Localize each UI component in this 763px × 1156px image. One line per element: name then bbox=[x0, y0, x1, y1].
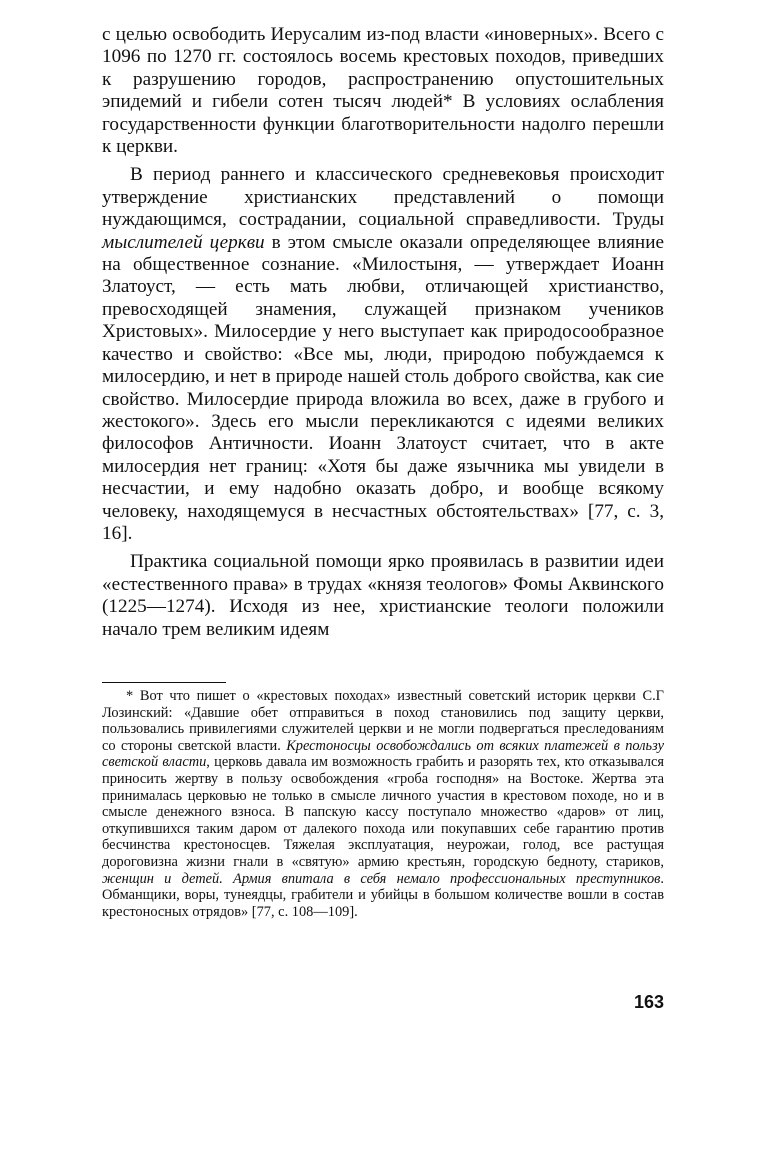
paragraph-2 bbox=[102, 164, 664, 545]
footnote-emphasis-2: женщин и детей. Армия впитала в себя немало профессиональных преступников bbox=[102, 870, 661, 887]
paragraph-2-text-b: в этом смысле оказали определяющее влияние на общественное сознание. «Милостыня, — утверждает Иоанн Златоуст, — есть мать любви, отличающей христианство, превосходящей знамения, служащей признаком учеников Христовых». Милосердие у него выступает как природосообразное качество и свойство: «Все мы, люди, природою побуждаемся к милосердию, и нет в природе нашей столь доброго свойства, как сие свойство. Милосердие природа вложила во всех, даже в грубого и жестокого». Здесь его мысли перекликаются с идеями великих философов Античности. Иоанн Златоуст считает, что в акте милосердия нет границ: «Хотя бы даже язычника мы увидели в несчастии, и ему надобно оказать добро, и вообще всякому человеку, находящемуся в несчастных обстоятельствах» [77, с. 3, 16]. bbox=[102, 231, 664, 544]
footnote-text-a: * Вот что пишет о «крестовых походах» известный советский историк церкви С.Г Лозинский: «Давшие обет отправиться в поход становились под защиту церкви, пользовались привилегиями служителей церкви и не могли подвергаться преследованиям со стороны светской власти. bbox=[102, 688, 664, 754]
paragraph-2-emphasis: мыслителей церкви bbox=[102, 231, 265, 253]
footnote-text-b: , церковь давала им возможность грабить и разорять тех, кто отказывался приносить жертву в пользу освобождения «гроба господня» на Востоке. Жертва эта принималась церковью не только в смысле личного участия в крестовом походе, но и в смысле денежного взноса. В папскую кассу поступало множество «даров» от лиц, откупившихся таким даром от далекого похода или покупавших себе гарантию против бесчинства крестоносцев. Тяжелая эксплуатация, неурожаи, голод, все растущая дороговизна жизни гнали в «святую» армию крестьян, городскую бедноту, стариков, bbox=[102, 754, 664, 870]
footnote-divider bbox=[102, 682, 226, 683]
paragraph-1: с целью освободить Иерусалим из-под власти «иноверных». Всего с 1096 по 1270 гг. состоялось восемь крестовых походов, приведших к разрушению городов, распространению опустошительных эпидемий и гибели сотен тысяч людей* В условиях ослабления государственности функции благотворительности надолго перешли к церкви. bbox=[102, 24, 664, 158]
paragraph-2-text-a: В период раннего и классического средневековья происходит утверждение христианских представлений о помощи нуждающимся, сострадании, социальной справедливости. Труды bbox=[102, 164, 664, 231]
footnote-emphasis-1: Крестоносцы освобождались от всяких платежей в пользу светской власти bbox=[102, 737, 664, 771]
footnote bbox=[102, 688, 664, 920]
footnote-text-c: . Обманщики, воры, тунеядцы, грабители и убийцы в большом количестве вошли в состав крестоносных отрядов» [77, с. 108—109]. bbox=[102, 870, 664, 920]
page-number: 163 bbox=[633, 992, 664, 1012]
main-text bbox=[102, 24, 664, 641]
paragraph-3: Практика социальной помощи ярко проявилась в развитии идеи «естественного права» в трудах «князя теологов» Фомы Аквинского (1225—1274). Исходя из нее, христианские теологи положили начало трем великим идеям bbox=[102, 551, 664, 640]
